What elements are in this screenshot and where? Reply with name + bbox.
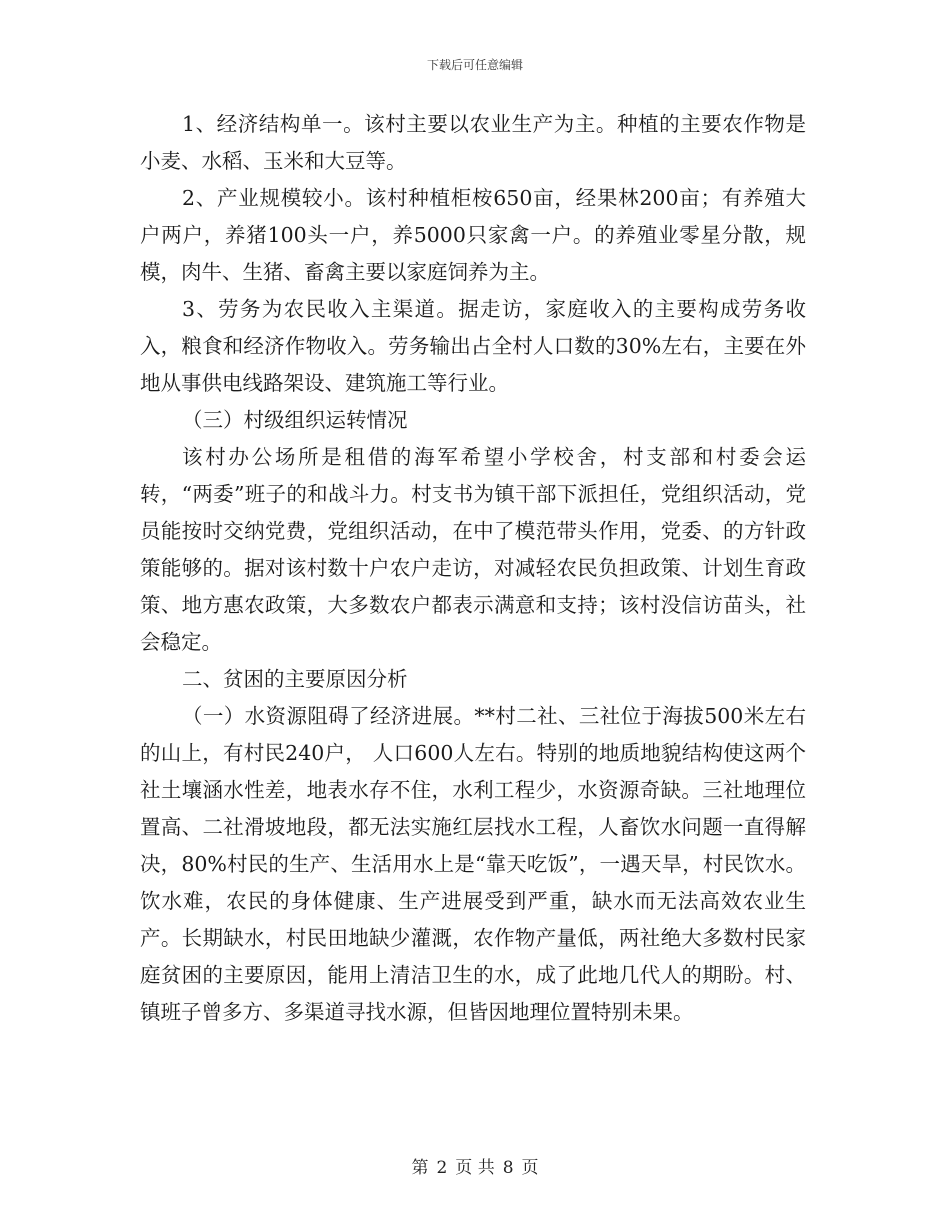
header-note: 下载后可任意编辑: [426, 58, 523, 72]
footer-middle: 页 共: [455, 1158, 495, 1178]
document-body: [140, 106, 806, 1031]
page-footer: [0, 1153, 950, 1178]
paragraph-village-organization: 该村办公场所是租借的海军希望小学校舍，村支部和村委会运转，“两委”班子的和战斗力。村支书为镇干部下派担任，党组织活动，党员能按时交纳党费，党组织活动，在中了模范带头作用，党委、的方针政策能够的。据对该村数十户农户走访，对减轻农民负担政策、计划生育政策、地方惠农政策，大多数农户都表示满意和支持；该村没信访苗头，社会稳定。: [140, 445, 806, 654]
paragraph-labor-income: 3、劳务为农民收入主渠道。据走访，家庭收入的主要构成劳务收入，粮食和经济作物收入。劳务输出占全村人口数的30%左右，主要在外地从事供电线路架设、建筑施工等行业。: [140, 297, 806, 395]
footer-prefix: 第: [411, 1158, 429, 1178]
footer-current-page: 2: [436, 1158, 448, 1178]
paragraph-economic-structure: 1、经济结构单一。该村主要以农业生产为主。种植的主要农作物是小麦、水稻、玉米和大豆等。: [140, 112, 806, 173]
paragraph-industry-scale: 2、产业规模较小。该村种植柜桉650亩，经果林200亩；有养殖大户两户，养猪100头一户，养5000只家禽一户。的养殖业零星分散，规模，肉牛、生猪、畜禽主要以家庭饲养为主。: [140, 186, 806, 284]
footer-suffix: 页: [521, 1158, 539, 1178]
footer-total-pages: 8: [502, 1158, 514, 1178]
section-heading-village-organization: （三）村级组织运转情况: [182, 408, 408, 432]
page-header: [0, 56, 950, 73]
section-heading-poverty-causes: 二、贫困的主要原因分析: [182, 667, 408, 691]
paragraph-water-resources: （一）水资源阻碍了经济进展。**村二社、三社位于海拔500米左右的山上，有村民240户， 人口600人左右。特别的地质地貌结构使这两个社土壤涵水性差，地表水存不住，水利工程少，水资源奇缺。三社地理位置高、二社滑坡地段，都无法实施红层找水工程，人畜饮水问题一直得解决，80%村民的生产、生活用水上是“靠天吃饭”，一遇天旱，村民饮水。饮水难，农民的身体健康、生产进展受到严重，缺水而无法高效农业生产。长期缺水，村民田地缺少灌溉，农作物产量低，两社绝大多数村民家庭贫困的主要原因，能用上清洁卫生的水，成了此地几代人的期盼。村、镇班子曾多方、多渠道寻找水源，但皆因地理位置特别未果。: [140, 704, 806, 1024]
